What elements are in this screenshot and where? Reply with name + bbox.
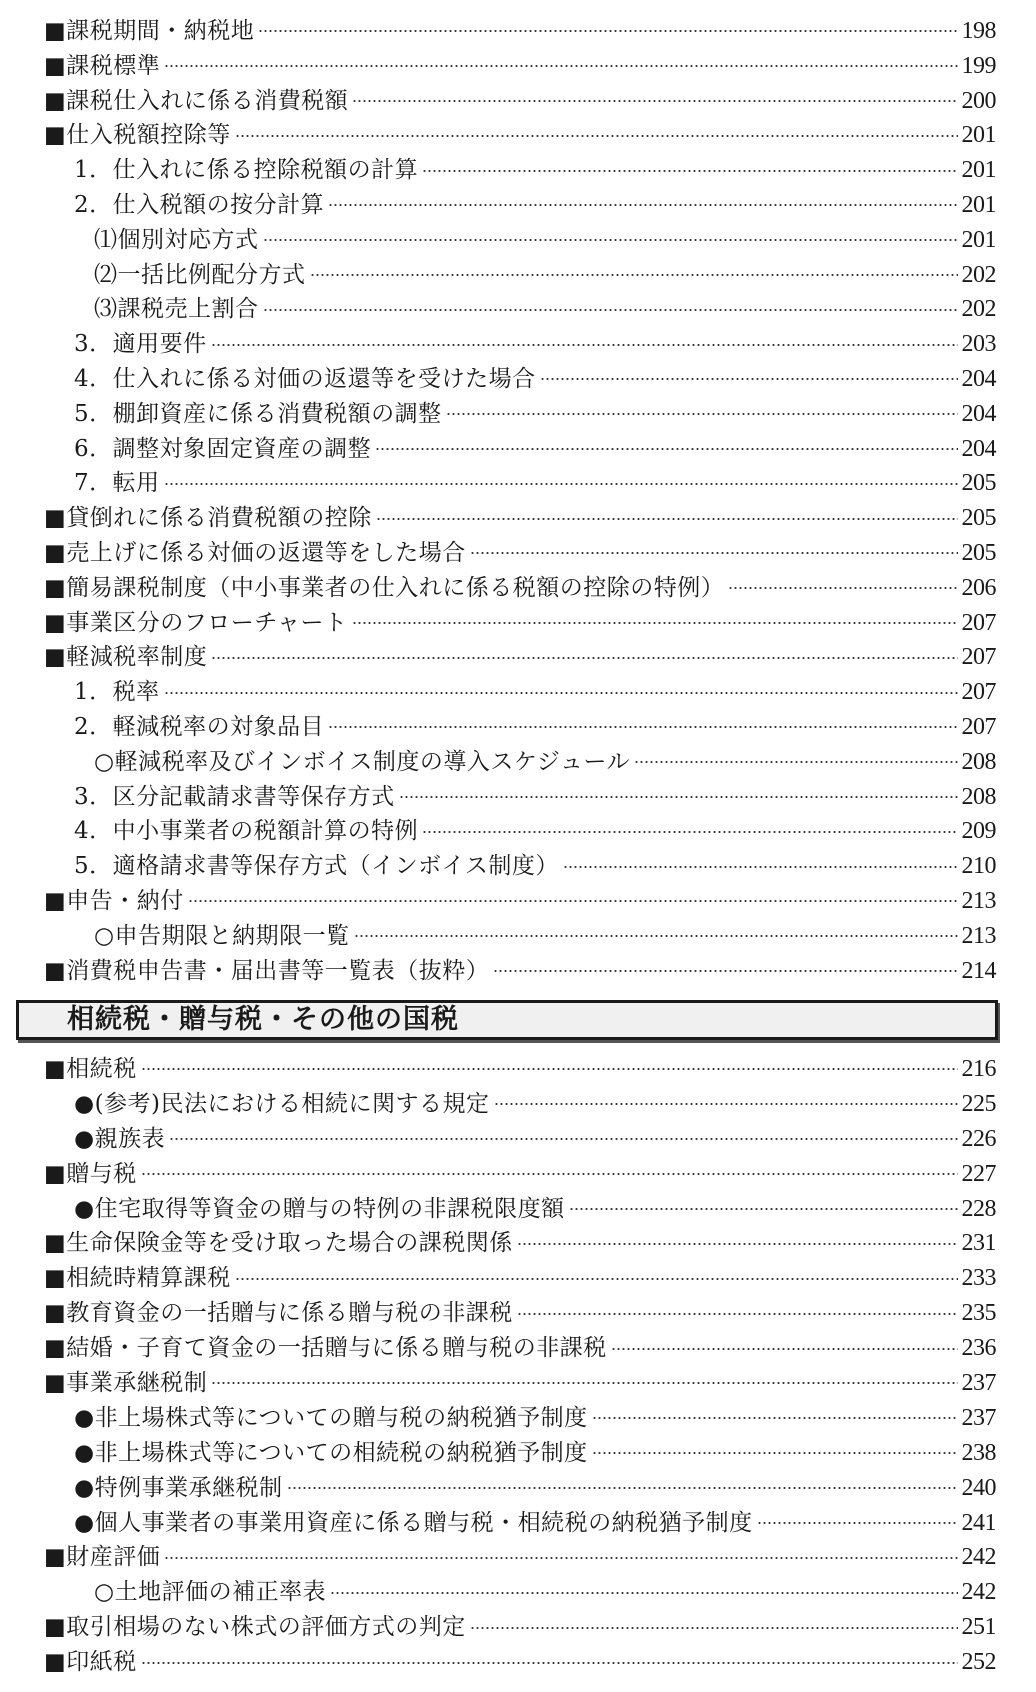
dot-leader bbox=[169, 1138, 957, 1140]
toc-entry[interactable] bbox=[44, 466, 996, 501]
toc-entry-title: ●非上場株式等についての贈与税の納税猶予制度 bbox=[74, 1404, 588, 1431]
toc-entry-title: 6．調整対象固定資産の調整 bbox=[74, 435, 372, 462]
toc-entry-title: ●親族表 bbox=[74, 1125, 166, 1152]
toc-entry-title: ⑴個別対応方式 bbox=[94, 226, 259, 253]
dot-leader bbox=[354, 935, 958, 937]
toc-entry-page: 204 bbox=[961, 435, 996, 462]
toc-entry-title: 3．区分記載請求書等保存方式 bbox=[74, 783, 395, 810]
toc-entry[interactable] bbox=[44, 1610, 996, 1645]
dot-leader bbox=[446, 413, 958, 415]
dot-leader bbox=[188, 900, 958, 902]
toc-entry-page: 225 bbox=[961, 1090, 996, 1117]
toc-entry-page: 238 bbox=[961, 1439, 996, 1466]
dot-leader bbox=[540, 378, 958, 380]
toc-entry-title: 5．棚卸資産に係る消費税額の調整 bbox=[74, 400, 442, 427]
section-header-title: 相続税・贈与税・その他の国税 bbox=[67, 1004, 459, 1035]
toc-entry-title: ■売上げに係る対価の返還等をした場合 bbox=[44, 539, 466, 566]
toc-entry-page: 209 bbox=[961, 818, 996, 845]
toc-entry[interactable] bbox=[44, 1366, 996, 1401]
dot-leader bbox=[376, 518, 958, 520]
toc-entry[interactable] bbox=[44, 814, 996, 849]
toc-entry-title: ■結婚・子育て資金の一括贈与に係る贈与税の非課税 bbox=[44, 1335, 607, 1362]
toc-entry[interactable] bbox=[44, 849, 996, 884]
toc-entry[interactable] bbox=[44, 432, 996, 467]
dot-leader bbox=[164, 692, 958, 694]
dot-leader bbox=[757, 1522, 958, 1524]
toc-entry-title: ■仕入税額控除等 bbox=[44, 122, 231, 149]
toc-entry[interactable] bbox=[44, 1540, 996, 1575]
toc-entry[interactable] bbox=[44, 501, 996, 536]
toc-entry-title: ■相続時精算課税 bbox=[44, 1265, 231, 1292]
toc-entry-page: 205 bbox=[961, 539, 996, 566]
toc-entry-page: 227 bbox=[961, 1160, 996, 1187]
dot-leader bbox=[422, 831, 957, 833]
toc-entry-title: ■財産評価 bbox=[44, 1544, 161, 1571]
dot-leader bbox=[263, 239, 958, 241]
toc-entry[interactable] bbox=[44, 571, 996, 606]
toc-entry-title: ■取引相場のない株式の評価方式の判定 bbox=[44, 1614, 466, 1641]
dot-leader bbox=[375, 448, 957, 450]
toc-entry-title: ■相続税 bbox=[44, 1056, 137, 1082]
toc-entry-page: 210 bbox=[961, 853, 996, 880]
dot-leader bbox=[235, 1278, 958, 1280]
dot-leader bbox=[634, 761, 958, 763]
toc-entry[interactable] bbox=[44, 1122, 996, 1157]
dot-leader bbox=[352, 622, 958, 624]
toc-entry-page: 213 bbox=[961, 887, 996, 914]
toc-entry-page: 231 bbox=[961, 1230, 996, 1257]
toc-entry-title: ●(参考)民法における相続に関する規定 bbox=[74, 1090, 490, 1117]
dot-leader bbox=[258, 30, 957, 32]
dot-leader bbox=[569, 1208, 958, 1210]
toc-entry[interactable] bbox=[44, 258, 996, 293]
toc-entry-title: ○土地評価の補正率表 bbox=[94, 1579, 327, 1606]
toc-entry-page: 208 bbox=[961, 783, 996, 810]
dot-leader bbox=[422, 170, 957, 172]
toc-entry-page: 203 bbox=[961, 331, 996, 358]
toc-entry-page: 228 bbox=[961, 1195, 996, 1222]
toc-entry-title: ■贈与税 bbox=[44, 1160, 137, 1187]
toc-entry[interactable] bbox=[44, 1052, 996, 1087]
toc-entry-page: 237 bbox=[961, 1404, 996, 1431]
toc-entry-title: ●個人事業者の事業用資産に係る贈与税・相続税の納税猶予制度 bbox=[74, 1509, 753, 1536]
dot-leader bbox=[330, 1592, 957, 1594]
toc-entry-title: ■課税期間・納税地 bbox=[44, 18, 255, 44]
dot-leader bbox=[235, 135, 958, 137]
toc-list-inheritance-tax bbox=[44, 1052, 996, 1680]
dot-leader bbox=[141, 1173, 958, 1175]
section-header bbox=[16, 1000, 998, 1040]
toc-entry[interactable] bbox=[44, 223, 996, 258]
dot-leader bbox=[164, 65, 957, 67]
toc-entry[interactable] bbox=[44, 1296, 996, 1331]
dot-leader bbox=[470, 552, 958, 554]
toc-entry-title: ●住宅取得等資金の贈与の特例の非課税限度額 bbox=[74, 1195, 565, 1222]
toc-entry-page: 252 bbox=[961, 1649, 996, 1676]
dot-leader bbox=[592, 1452, 958, 1454]
toc-entry[interactable] bbox=[44, 1331, 996, 1366]
toc-entry-title: 1．税率 bbox=[74, 679, 160, 706]
toc-entry[interactable] bbox=[44, 49, 996, 84]
toc-entry-page: 202 bbox=[961, 261, 996, 288]
toc-entry[interactable] bbox=[44, 1192, 996, 1227]
toc-entry-page: 204 bbox=[961, 400, 996, 427]
dot-leader bbox=[328, 726, 957, 728]
toc-entry-title: ○申告期限と納期限一覧 bbox=[94, 922, 350, 949]
toc-entry-title: ■教育資金の一括贈与に係る贈与税の非課税 bbox=[44, 1300, 513, 1327]
toc-entry-title: ●特例事業承継税制 bbox=[74, 1474, 283, 1501]
toc-entry-page: 201 bbox=[961, 191, 996, 218]
toc-entry-page: 206 bbox=[961, 574, 996, 601]
toc-entry[interactable] bbox=[44, 1436, 996, 1471]
toc-entry-page: 201 bbox=[961, 157, 996, 184]
toc-entry-title: ■事業承継税制 bbox=[44, 1370, 208, 1397]
dot-leader bbox=[287, 1487, 958, 1489]
toc-entry-title: ■課税仕入れに係る消費税額 bbox=[44, 87, 349, 114]
dot-leader bbox=[328, 204, 957, 206]
toc-entry-title: ■生命保険金等を受け取った場合の課税関係 bbox=[44, 1230, 513, 1257]
toc-entry[interactable] bbox=[44, 14, 996, 49]
toc-entry-page: 242 bbox=[961, 1544, 996, 1571]
toc-entry-title: 1．仕入れに係る控除税額の計算 bbox=[74, 157, 419, 184]
toc-entry-title: ⑶課税売上割合 bbox=[94, 296, 259, 323]
toc-entry[interactable] bbox=[44, 292, 996, 327]
toc-entry-title: ■印紙税 bbox=[44, 1649, 137, 1676]
toc-entry-page: 200 bbox=[961, 87, 996, 114]
toc-entry-page: 233 bbox=[961, 1265, 996, 1292]
dot-leader bbox=[563, 866, 958, 868]
toc-entry[interactable] bbox=[44, 1645, 996, 1680]
toc-entry[interactable] bbox=[44, 919, 996, 954]
toc-entry-page: 207 bbox=[961, 609, 996, 636]
toc-entry[interactable] bbox=[44, 188, 996, 223]
toc-entry-title: ●非上場株式等についての相続税の納税猶予制度 bbox=[74, 1439, 588, 1466]
toc-entry-title: 5．適格請求書等保存方式（インボイス制度） bbox=[74, 853, 559, 880]
toc-entry-title: 2．軽減税率の対象品目 bbox=[74, 713, 325, 740]
dot-leader bbox=[493, 970, 957, 972]
toc-entry-page: 208 bbox=[961, 748, 996, 775]
toc-entry-page: 199 bbox=[961, 52, 996, 79]
toc-entry-page: 201 bbox=[961, 226, 996, 253]
dot-leader bbox=[263, 309, 958, 311]
toc-entry-title: ○軽減税率及びインボイス制度の導入スケジュール bbox=[94, 748, 630, 775]
toc-entry[interactable] bbox=[44, 954, 996, 989]
toc-entry-page: 207 bbox=[961, 679, 996, 706]
dot-leader bbox=[517, 1243, 958, 1245]
toc-entry[interactable] bbox=[44, 118, 996, 153]
dot-leader bbox=[211, 657, 957, 659]
dot-leader bbox=[141, 1068, 958, 1070]
dot-leader bbox=[494, 1103, 958, 1105]
toc-entry[interactable] bbox=[44, 1157, 996, 1192]
toc-entry-page: 236 bbox=[961, 1335, 996, 1362]
toc-entry-title: ■簡易課税制度（中小事業者の仕入れに係る税額の控除の特例） bbox=[44, 574, 725, 601]
toc-entry-title: ■軽減税率制度 bbox=[44, 644, 208, 671]
toc-entry-title: 4．中小事業者の税額計算の特例 bbox=[74, 818, 419, 845]
toc-entry-page: 201 bbox=[961, 122, 996, 149]
toc-entry[interactable] bbox=[44, 1506, 996, 1541]
dot-leader bbox=[164, 1557, 957, 1559]
toc-entry-title: 3．適用要件 bbox=[74, 331, 207, 358]
toc-entry-title: 2．仕入税額の按分計算 bbox=[74, 191, 325, 218]
toc-entry[interactable] bbox=[44, 675, 996, 710]
toc-entry-page: 241 bbox=[961, 1509, 996, 1536]
dot-leader bbox=[211, 344, 958, 346]
toc-entry-title: ■消費税申告書・届出書等一覧表（抜粋） bbox=[44, 957, 490, 984]
toc-entry-page: 205 bbox=[961, 470, 996, 497]
toc-entry-title: 4．仕入れに係る対価の返還等を受けた場合 bbox=[74, 365, 536, 392]
toc-entry-page: 240 bbox=[961, 1474, 996, 1501]
toc-entry-page: 202 bbox=[961, 296, 996, 323]
toc-entry-page: 251 bbox=[961, 1614, 996, 1641]
toc-entry-page: 213 bbox=[961, 922, 996, 949]
toc-entry[interactable] bbox=[44, 780, 996, 815]
toc-entry-page: 226 bbox=[961, 1125, 996, 1152]
toc-entry-page: 198 bbox=[961, 18, 996, 44]
toc-entry-page: 204 bbox=[961, 365, 996, 392]
toc-list-consumption-tax bbox=[44, 14, 996, 988]
toc-entry[interactable] bbox=[44, 1261, 996, 1296]
toc-entry-page: 237 bbox=[961, 1370, 996, 1397]
toc-entry-title: ■貸倒れに係る消費税額の控除 bbox=[44, 505, 372, 532]
dot-leader bbox=[352, 100, 957, 102]
toc-entry-title: ⑵一括比例配分方式 bbox=[94, 261, 306, 288]
toc-entry[interactable] bbox=[44, 745, 996, 780]
dot-leader bbox=[211, 1382, 957, 1384]
dot-leader bbox=[141, 1662, 958, 1664]
toc-entry[interactable] bbox=[44, 606, 996, 641]
dot-leader bbox=[164, 483, 958, 485]
toc-entry[interactable] bbox=[44, 153, 996, 188]
toc-entry-page: 216 bbox=[961, 1056, 996, 1082]
toc-entry[interactable] bbox=[44, 362, 996, 397]
toc-entry[interactable] bbox=[44, 1087, 996, 1122]
toc-entry-title: 7．転用 bbox=[74, 470, 160, 497]
toc-entry-page: 235 bbox=[961, 1300, 996, 1327]
toc-entry-title: ■事業区分のフローチャート bbox=[44, 609, 348, 636]
dot-leader bbox=[728, 587, 957, 589]
toc-entry[interactable] bbox=[44, 1471, 996, 1506]
toc-entry-page: 205 bbox=[961, 505, 996, 532]
toc-entry[interactable] bbox=[44, 640, 996, 675]
toc-entry-title: ■申告・納付 bbox=[44, 887, 184, 914]
toc-entry-page: 207 bbox=[961, 644, 996, 671]
toc-entry[interactable] bbox=[44, 710, 996, 745]
dot-leader bbox=[517, 1313, 958, 1315]
dot-leader bbox=[611, 1348, 958, 1350]
dot-leader bbox=[470, 1627, 958, 1629]
toc-entry-title: ■課税標準 bbox=[44, 52, 161, 79]
toc-entry[interactable] bbox=[44, 327, 996, 362]
toc-entry[interactable] bbox=[44, 1401, 996, 1436]
toc-entry[interactable] bbox=[44, 397, 996, 432]
toc-entry[interactable] bbox=[44, 84, 996, 119]
toc-entry[interactable] bbox=[44, 884, 996, 919]
dot-leader bbox=[399, 796, 958, 798]
toc-entry[interactable] bbox=[44, 1226, 996, 1261]
dot-leader bbox=[592, 1417, 958, 1419]
toc-entry-page: 207 bbox=[961, 713, 996, 740]
dot-leader bbox=[310, 274, 958, 276]
toc-entry-page: 242 bbox=[961, 1579, 996, 1606]
toc-entry[interactable] bbox=[44, 536, 996, 571]
toc-entry[interactable] bbox=[44, 1575, 996, 1610]
toc-entry-page: 214 bbox=[961, 957, 996, 984]
